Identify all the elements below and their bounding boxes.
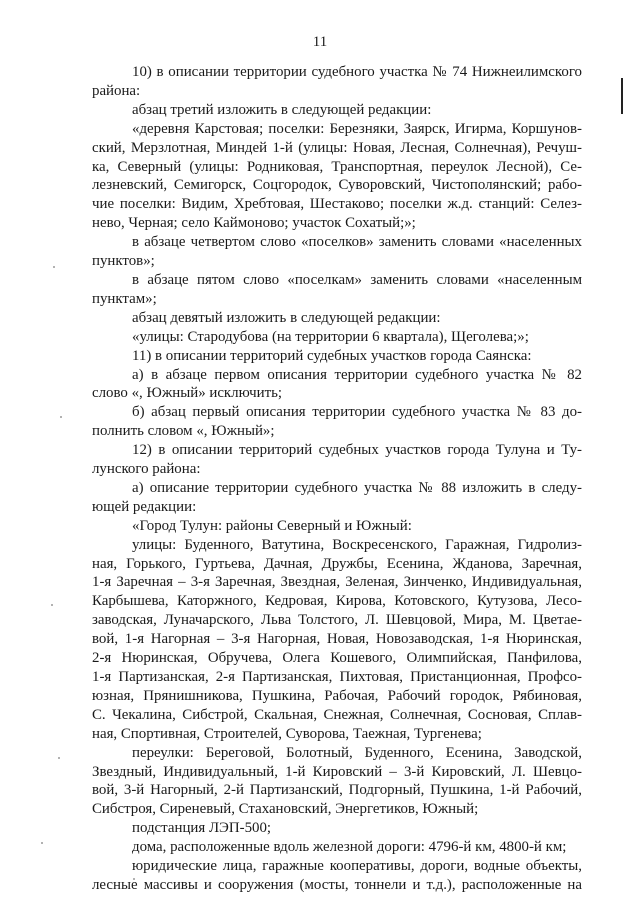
text-line: юзная, Прянишникова, Пушкина, Рабочая, Рабочий городок, Рябиновая,: [92, 687, 582, 704]
text-line: абзац девятый изложить в следующей редакции:: [132, 309, 441, 326]
text-line: 1-я Заречная – 3-я Заречная, Звездная, Зеленая, Зинченко, Индивидуальная,: [92, 574, 582, 591]
scan-mark: [621, 78, 623, 114]
text-line: ная, Спортивная, Строителей, Суворова, Таежная, Тургенева;: [92, 725, 482, 742]
binding-dot: [41, 842, 43, 844]
text-line: полнить словом «, Южный»;: [92, 423, 275, 440]
text-line: улицы: Буденного, Ватутина, Воскресенского, Гаражная, Гидролиз-: [132, 536, 582, 553]
text-line: 1-я Партизанская, 2-я Партизанская, Пихтовая, Пристанционная, Профсо-: [92, 669, 582, 685]
text-line: в абзаце пятом слово «поселкам» заменить словами «населенным: [132, 271, 582, 288]
text-line: вой, 1-я Нагорная – 3-я Нагорная, Новая, Новозаводская, 1-я Нюринская,: [92, 631, 582, 648]
text-line: подстанция ЛЭП-500;: [132, 820, 272, 837]
text-line: чие поселки: Видим, Хребтовая, Шестаково; поселки ж.д. станций: Селез-: [92, 196, 582, 213]
text-line: С. Чекалина, Сибстрой, Скальная, Снежная, Солнечная, Сосновая, Сплав-: [92, 706, 582, 723]
text-line: юридические лица, гаражные кооперативы, дороги, водные объекты,: [132, 858, 582, 875]
text-line: переулки: Береговой, Болотный, Буденного, Есенина, Заводской,: [132, 744, 582, 761]
document-body: [92, 63, 582, 895]
text-line: лунского района:: [92, 461, 201, 478]
text-line: пунктам»;: [92, 290, 157, 307]
text-line: пунктов»;: [92, 253, 155, 270]
text-line: слово «, Южный» исключить;: [92, 385, 283, 402]
text-line: дома, расположенные вдоль железной дороги: 4796-й км, 4800-й км;: [132, 839, 567, 856]
text-line: 12) в описании территорий судебных участков города Тулуна и Ту-: [132, 442, 582, 459]
page-number: 11: [312, 34, 328, 50]
text-line: Звездный, Индивидуальный, 1-й Кировский – 3-й Кировский, Л. Шевцо-: [92, 763, 582, 780]
binding-dot: [51, 604, 53, 606]
text-line: «деревня Карстовая; поселки: Березняки, Заярск, Игирма, Коршунов-: [132, 120, 582, 137]
text-line: 10) в описании территории судебного участка № 74 Нижнеилимского: [132, 64, 582, 80]
binding-dot: [53, 266, 55, 268]
text-line: 11) в описании территорий судебных участков города Саянска:: [132, 347, 532, 364]
text-line: ка, Северный (улицы: Родниковая, Транспортная, переулок Лесной), Се-: [92, 158, 582, 175]
text-line: ющей редакции:: [92, 498, 197, 515]
binding-dot: [58, 757, 60, 759]
text-line: Карбышева, Каторжного, Кедровая, Кирова, Котовского, Кутузова, Лесо-: [92, 593, 582, 610]
text-line: б) абзац первый описания территории судебного участка № 83 до-: [132, 404, 582, 421]
text-line: нево, Черная; село Каймоново; участок Сохатый;»;: [92, 215, 416, 232]
text-line: «улицы: Стародубова (на территории 6 квартала), Щеголева;»;: [132, 328, 529, 345]
text-line: 2-я Нюринская, Обручева, Олега Кошевого, Олимпийская, Панфилова,: [92, 650, 582, 667]
text-line: «Город Тулун: районы Северный и Южный:: [132, 517, 412, 534]
text-line: лесные массивы и сооружения (мосты, тоннели и т.д.), расположенные на: [92, 876, 582, 893]
text-line: ский, Мерзлотная, Миндей 1-й (улицы: Новая, Лесная, Солнечная), Речуш-: [92, 139, 582, 156]
text-line: Сибстроя, Сиреневый, Стахановский, Энергетиков, Южный;: [92, 801, 479, 818]
text-line: лезневский, Семигорск, Соцгородок, Суворовский, Чистополянский; рабо-: [92, 177, 582, 194]
text-line: абзац третий изложить в следующей редакции:: [132, 101, 432, 118]
text-line: в абзаце четвертом слово «поселков» заменить словами «населенных: [132, 234, 582, 251]
text-line: ная, Горького, Гуртьева, Дачная, Дружбы, Есенина, Жданова, Заречная,: [92, 555, 582, 572]
text-line: а) описание территории судебного участка № 88 изложить в следу-: [132, 479, 582, 496]
text-line: а) в абзаце первом описания территории судебного участка № 82: [132, 366, 582, 383]
binding-dot: [60, 416, 62, 418]
text-line: района:: [92, 82, 141, 99]
text-line: заводская, Луначарского, Льва Толстого, Л. Шевцовой, Мира, М. Цветае-: [92, 612, 582, 629]
text-line: вой, 3-й Нагорный, 2-й Партизанский, Подгорный, Пушкина, 1-й Рабочий,: [92, 782, 582, 799]
